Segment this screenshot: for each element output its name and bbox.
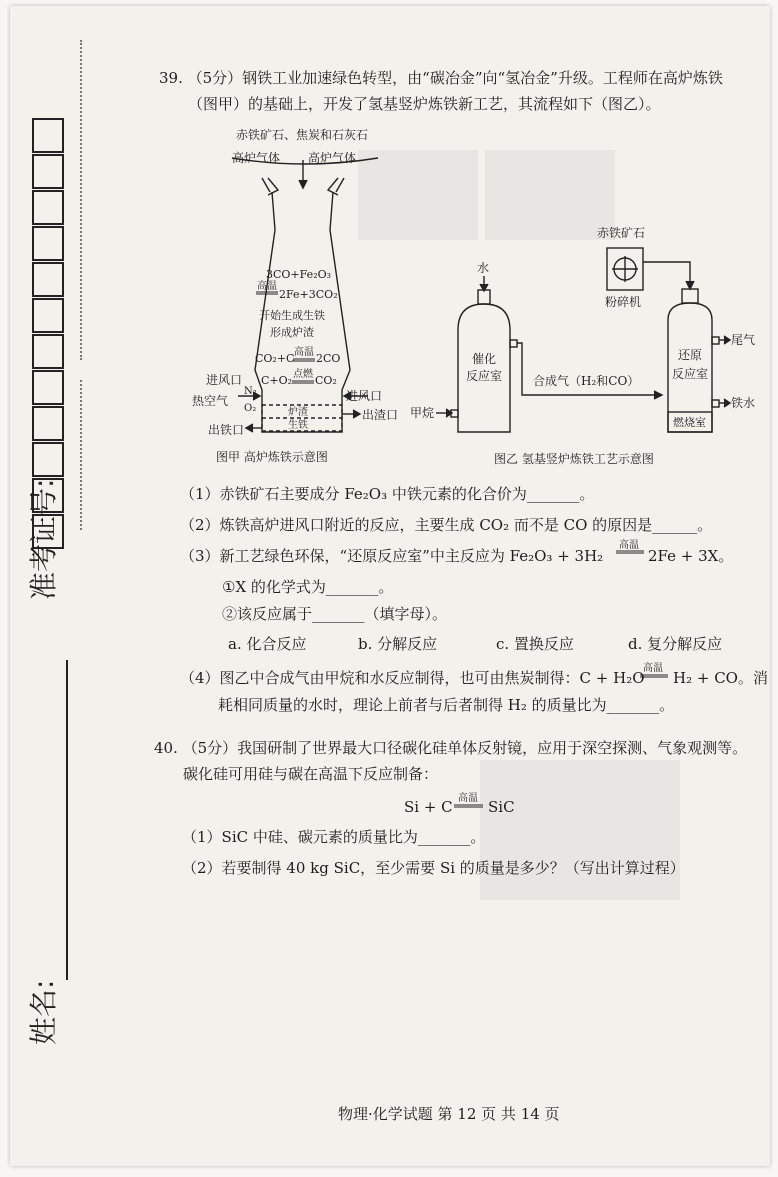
- figure2-caption: 图乙 氢基竖炉炼铁工艺示意图: [494, 452, 654, 466]
- hot-air-label: 热空气: [192, 394, 229, 408]
- catalytic-tank: [458, 304, 510, 432]
- eq1-bottom: 2Fe+3CO₂: [279, 288, 338, 301]
- reduction-label-1: 还原: [678, 348, 703, 362]
- q40-eq-condition: 高温: [458, 793, 478, 804]
- q39-sub4-line2: 耗相同质量的水时，理论上前者与后者制得 H₂ 的质量比为_______。: [218, 696, 675, 714]
- figure1-caption: 图甲 高炉炼铁示意图: [216, 450, 328, 464]
- methane-label: 甲烷: [410, 406, 435, 420]
- ore-label: 赤铁矿石: [597, 226, 646, 240]
- q39-sub4-condition: 高温: [643, 663, 663, 674]
- combustion-label: 燃烧室: [673, 416, 706, 429]
- q40-stem-line2: 碳化硅可用硅与碳在高温下反应制备：: [183, 765, 439, 783]
- inlet-left: 进风口: [206, 373, 243, 387]
- q40-sub2: （2）若要制得 40 kg SiC，至少需要 Si 的质量是多少？（写出计算过程）: [182, 859, 685, 877]
- q39-sub3-pre: （3）新工艺绿色环保，“还原反应室”中主反应为 Fe₂O₃ + 3H₂: [180, 547, 604, 565]
- furnace-gas-right: 高炉气体: [308, 151, 357, 165]
- furnace-text-a: 开始生成生铁: [259, 309, 325, 322]
- q39-sub3-post: 2Fe + 3X。: [648, 547, 734, 565]
- q39-sub3-a: ①X 的化学式为_______。: [222, 578, 394, 596]
- q40-stem-line1: 40. （5分）我国研制了世界最大口径碳化硅单体反射镜，应用于深空探测、气象观测等。: [154, 739, 748, 757]
- eq2-condition: 高温: [294, 347, 314, 358]
- catalytic-label-2: 反应室: [466, 369, 503, 383]
- feed-label: 赤铁矿石、焦炭和石灰石: [236, 128, 369, 142]
- reduction-label-2: 反应室: [672, 367, 709, 381]
- eq1-top: 3CO+Fe₂O₃: [266, 268, 332, 281]
- eq3-left: C+O₂: [261, 374, 293, 387]
- catalytic-label-1: 催化: [472, 352, 497, 366]
- slag-label: 炉渣: [288, 407, 308, 418]
- q39-sub4-pre: （4）图乙中合成气由甲烷和水反应制得，也可由焦炭制得：C + H₂O: [180, 669, 645, 687]
- inlet-right: 进风口: [346, 389, 383, 403]
- eq2-left: CO₂+C: [255, 352, 295, 365]
- q40-sub1: （1）SiC 中硅、碳元素的质量比为_______。: [182, 828, 486, 846]
- q39-sub4-post: H₂ + CO。消: [673, 669, 768, 687]
- slag-outlet-label: 出渣口: [362, 408, 399, 422]
- pig-iron-label: 生铁: [288, 420, 308, 431]
- eq3-right: CO₂: [315, 374, 337, 387]
- q39-stem-line2: （图甲）的基础上，开发了氢基竖炉炼铁新工艺，其流程如下（图乙）。: [188, 95, 661, 113]
- eq2-right: 2CO: [316, 352, 341, 365]
- q39-sub1: （1）赤铁矿石主要成分 Fe₂O₃ 中铁元素的化合价为_______。: [180, 485, 595, 503]
- exhaust-label: 尾气: [731, 333, 756, 347]
- eq1-condition: 高温: [257, 281, 277, 292]
- option-d: d. 复分解反应: [628, 635, 723, 653]
- eq3-condition: 点燃: [293, 369, 313, 380]
- o2-label: O₂: [244, 403, 257, 414]
- option-b: b. 分解反应: [358, 635, 438, 653]
- page-footer: 物理·化学试题 第 12 页 共 14 页: [338, 1105, 560, 1123]
- molten-iron-label: 铁水: [731, 396, 756, 410]
- furnace-gas-left: 高炉气体: [232, 151, 281, 165]
- q39-sub3-condition: 高温: [619, 540, 639, 551]
- iron-outlet-label: 出铁口: [208, 423, 245, 437]
- exam-id-label: 准考证号:: [27, 478, 60, 600]
- option-c: c. 置换反应: [496, 635, 574, 653]
- n2-label: N₂: [244, 386, 257, 397]
- answer-area[interactable]: [180, 890, 740, 1090]
- crusher-label: 粉碎机: [605, 295, 642, 309]
- option-a: a. 化合反应: [228, 635, 307, 653]
- water-label: 水: [477, 261, 490, 275]
- q39-stem-line1: 39. （5分）钢铁工业加速绿色转型，由“碳冶金”向“氢冶金”升级。工程师在高炉炼铁: [159, 69, 723, 87]
- syngas-label: 合成气（H₂和CO）: [533, 374, 640, 388]
- q40-eq-left: Si + C: [404, 798, 453, 816]
- furnace-text-b: 形成炉渣: [270, 326, 314, 339]
- q39-sub3-b: ②该反应属于_______（填字母）。: [222, 605, 448, 623]
- q39-sub2: （2）炼铁高炉进风口附近的反应，主要生成 CO₂ 而不是 CO 的原因是______。: [180, 516, 713, 534]
- name-label: 姓名:: [27, 979, 60, 1045]
- q40-eq-right: SiC: [488, 798, 515, 816]
